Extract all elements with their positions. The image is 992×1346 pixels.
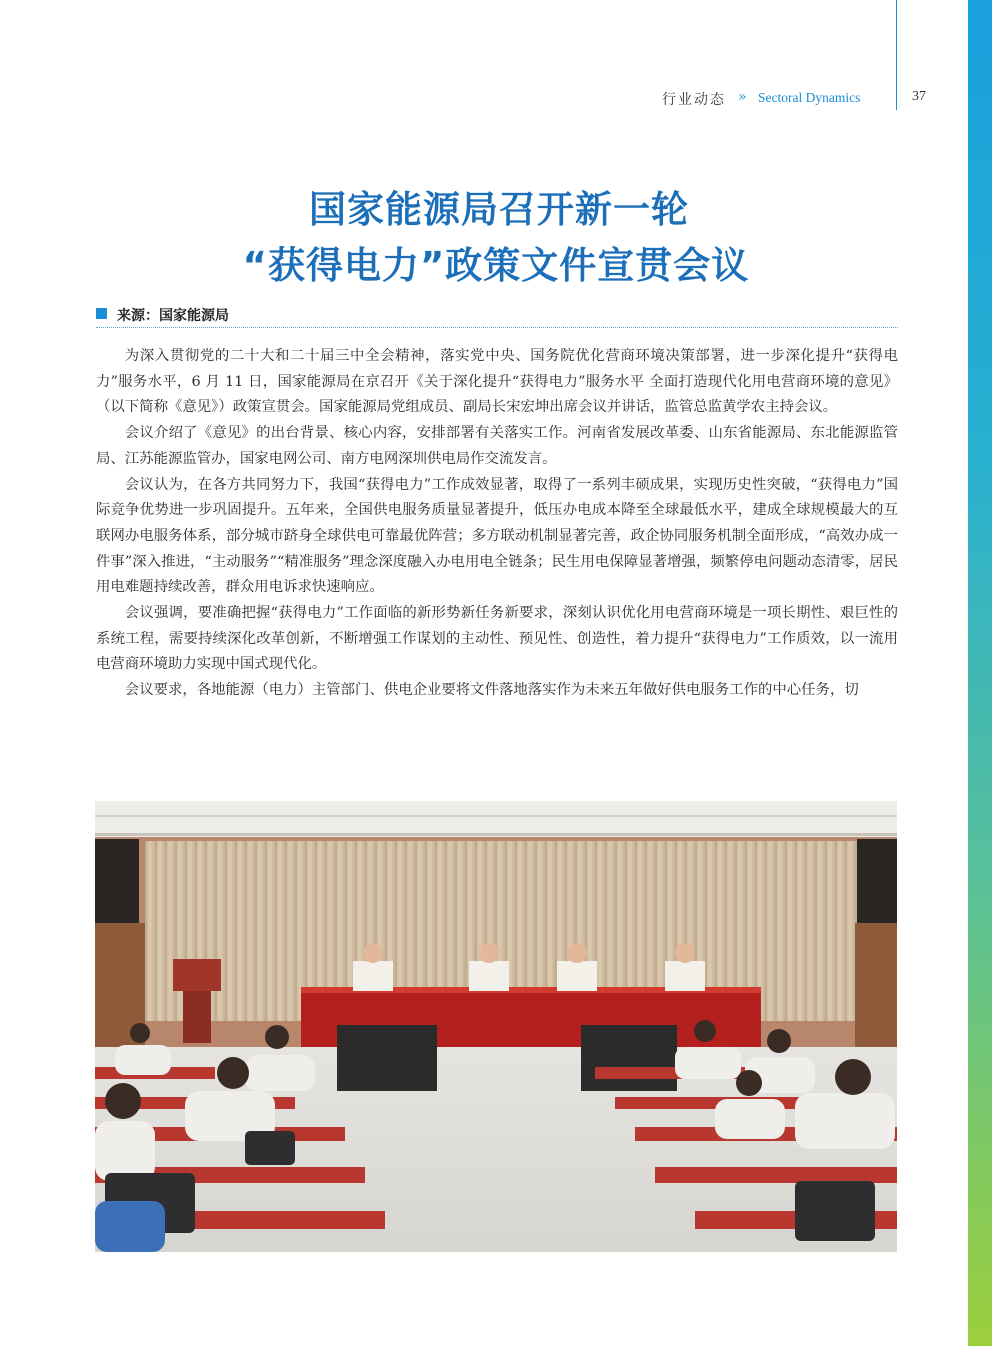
section-name-cn: 行业动态 — [662, 92, 726, 108]
section-name-en: Sectoral Dynamics — [758, 90, 861, 105]
paragraph: 为深入贯彻党的二十大和二十届三中全会精神，落实党中央、国务院优化营商环境决策部署，进一步深化提升“获得电力”服务水平，6 月 11 日，国家能源局在京召开《关于深化提升“获得电力”服务水平 全面打造现代化用电营商环境的意见》（以下简称《意见》）政策宣贯会。国家能源局党组成员、副局长宋宏坤出席会议并讲话，监管总监黄学农主持会议。 — [96, 348, 898, 416]
article-title — [0, 182, 992, 294]
page-number: 37 — [912, 89, 926, 104]
square-bullet-icon — [96, 308, 107, 319]
title-line-2: “获得电力”政策文件宣贯会议 — [242, 244, 750, 287]
paragraph: 会议认为，在各方共同努力下，我国“获得电力”工作成效显著，取得了一系列丰硕成果，实现历史性突破，“获得电力”国际竞争优势进一步巩固提升。五年来，全国供电服务质量显著提升，低压办电成本降至全球最低水平，建成全球规模最大的互联网办电服务体系，部分城市跻身全球供电可靠最优阵营；多方联动机制显著完善，政企协同服务机制全面形成，“高效办成一件事”深入推进，“主动服务”“精准服务”理念深度融入办电用电全链条；民生用电保障显著增强，频繁停电问题动态清零，居民用电难题持续改善，群众用电诉求快速响应。 — [96, 476, 898, 596]
article-body — [96, 344, 898, 704]
chevron-right-icon: » — [738, 89, 747, 105]
running-header — [600, 89, 930, 111]
paragraph: 会议强调，要准确把握“获得电力”工作面临的新形势新任务新要求，深刻认识优化用电营商环境是一项长期性、艰巨性的系统工程，需要持续深化改革创新，不断增强工作谋划的主动性、预见性、创造性，着力提升“获得电力”工作质效，以一流用电营商环境助力实现中国式现代化。 — [96, 605, 898, 673]
paragraph: 会议介绍了《意见》的出台背景、核心内容，安排部署有关落实工作。河南省发展改革委、山东省能源局、东北能源监管局、江苏能源监管办，国家电网公司、南方电网深圳供电局作交流发言。 — [96, 425, 898, 467]
meeting-photo — [95, 801, 897, 1252]
paragraph: 会议要求，各地能源（电力）主管部门、供电企业要将文件落地落实作为未来五年做好供电服务工作的中心任务，切 — [124, 682, 859, 699]
source-text: 来源：国家能源局 — [117, 308, 229, 324]
title-line-1: 国家能源局召开新一轮 — [309, 188, 689, 231]
dotted-divider — [96, 327, 898, 328]
